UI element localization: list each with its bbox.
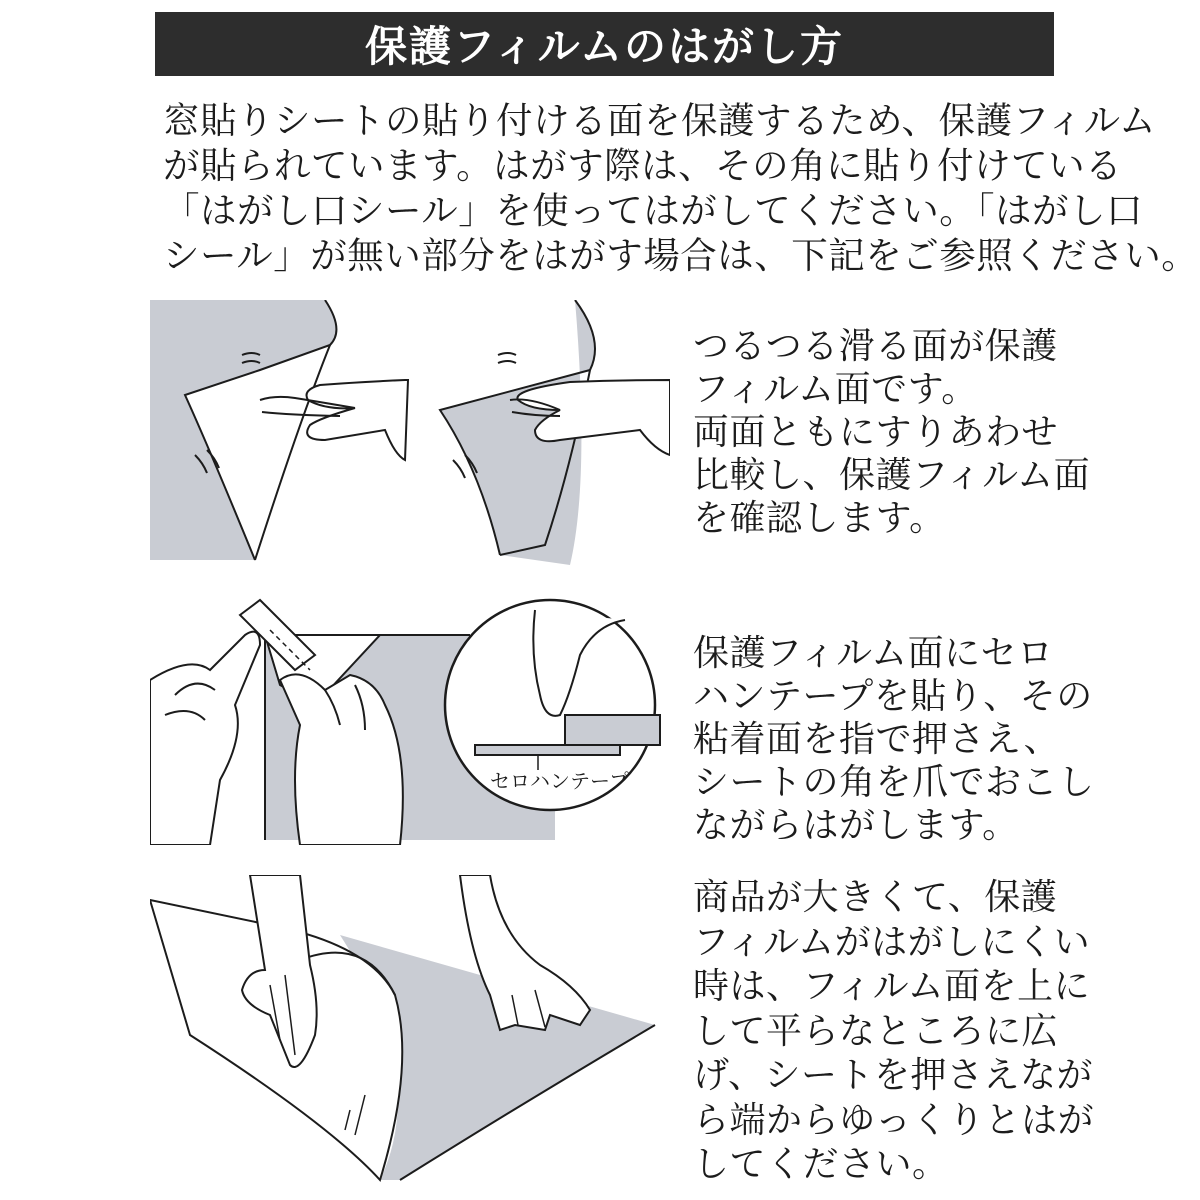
step-line: フィルムがはがしにくい [693, 921, 1091, 963]
step-line: 比較し、保護フィルム面 [693, 455, 1091, 496]
step-line: 保護フィルム面にセロ [693, 633, 1054, 674]
step-line: ながらはがします。 [693, 805, 1019, 846]
step-line: ハンテープを貼り、その [693, 676, 1093, 717]
step-line: つるつる滑る面が保護 [693, 326, 1058, 367]
step-line: 両面ともにすりあわせ [693, 412, 1059, 453]
intro-line: 窓貼りシートの貼り付ける面を保護するため、保護フィルム [163, 99, 1157, 142]
peel-large-sheet-illustration [150, 875, 660, 1185]
intro-line: シール」が無い部分をはがす場合は、下記をご参照ください。 [163, 234, 1199, 277]
rub-sheet-illustration [150, 300, 670, 570]
step-line: 時は、フィルム面を上に [693, 966, 1091, 1007]
intro-line: が貼られています。はがす際は、その角に貼り付けている [163, 144, 1123, 187]
intro-paragraph [163, 98, 1199, 278]
step-line: を確認します。 [693, 498, 946, 539]
step-line: 粘着面を指で押さえ、 [693, 719, 1061, 760]
step1-instructions [693, 325, 1091, 540]
left-hand [307, 380, 409, 460]
step2-instructions [693, 632, 1095, 847]
page-title-text: 保護フィルムのはがし方 [365, 22, 844, 71]
tape-corner-illustration [150, 595, 670, 845]
step-line: ら端からゆっくりとはが [693, 1099, 1095, 1141]
tape-label: セロハンテープ [490, 769, 629, 793]
step-line: フィルム面です。 [693, 369, 978, 410]
step-line: げ、シートを押さえなが [693, 1055, 1094, 1096]
step-line: して平らなところに広 [693, 1010, 1059, 1052]
step-line: シートの角を爪でおこし [693, 762, 1095, 803]
page-title [155, 12, 1054, 76]
intro-line: 「はがし口シール」を使ってはがしてください。「はがし口 [163, 189, 1144, 232]
step-line: 商品が大きくて、保護 [693, 877, 1058, 918]
left-hand [150, 632, 260, 845]
step-line: してください。 [693, 1144, 949, 1185]
step3-instructions [693, 876, 1095, 1188]
